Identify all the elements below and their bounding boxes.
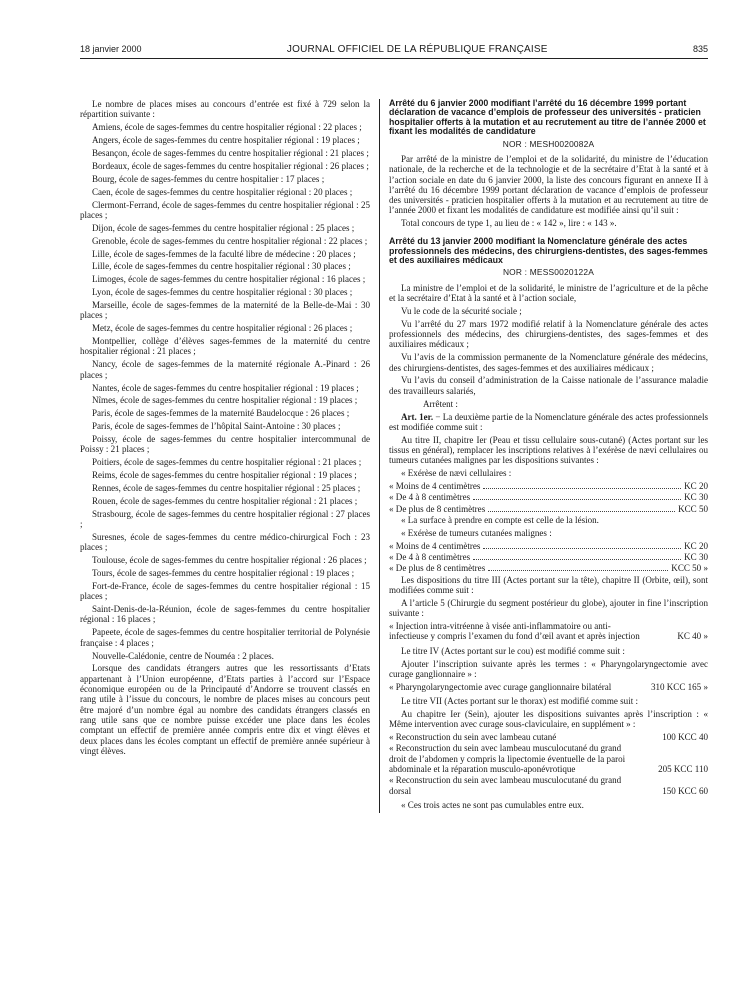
- school-entry: Besançon, école de sages-femmes du centre hospitalier régional : 21 places ;: [92, 147, 369, 158]
- preamble-paragraph: Vu l’avis de la commission permanente de la Nomenclature générale des médecins, des chirurgiens-dentistes, des sages-femmes et des auxiliaires médicaux ;: [389, 352, 708, 373]
- naevi-code: KC 30: [684, 492, 708, 503]
- school-entry: Suresnes, école de sages-femmes du centre médico-chirurgical Foch : 23 places ;: [80, 532, 370, 553]
- school-entry: Bourg, école de sages-femmes du centre hospitalier : 17 places ;: [92, 173, 325, 184]
- final-note: « Ces trois actes ne sont pas cumulables entre eux.: [401, 799, 584, 810]
- school-entry: Grenoble, école de sages-femmes du centre hospitalier régional : 22 places ;: [92, 235, 368, 246]
- foreign-candidates-paragraph: Lorsque des candidats étrangers autres que les ressortissants d’Etats appartenant à l’Union européenne, d’Etats parties à l’accord sur l’Espace économique européen ou de la Principauté d’Andorre se trouvent classés en rang utile à l’issue du concours, le nombre de places mises au concours peut être majoré d’un nombre égal au nombre des candidats étrangers classés en rang utile sans que ce nombre puisse excéder une place dans les écoles comptant un effectif de première année compris entre dix et vingt élèves et deux places dans les écoles comptant un effectif de première année supérieur à vingt élèves.: [80, 663, 370, 756]
- injection-code: KC 40 »: [677, 631, 708, 642]
- reconstruction-label: « Reconstruction du sein avec lambeau musculocutané du grand dorsal: [389, 775, 622, 796]
- tumeurs-rows: [389, 541, 708, 574]
- preamble-paragraph: La ministre de l’emploi et de la solidarité, le ministre de l’agriculture et de la pêche et la secrétaire d’Etat à la santé et à l’action sociale,: [389, 282, 708, 303]
- preamble-paragraph: Vu l’avis du conseil d’administration de la Caisse nationale de l’assurance maladie des travailleurs salariés,: [389, 375, 708, 396]
- leader-dots: [488, 570, 668, 571]
- school-entry: Saint-Denis-de-la-Réunion, école de sages-femmes du centre hospitalier régional : 16 places ;: [80, 604, 370, 625]
- naevi-rows: [389, 481, 708, 514]
- naevi-label: « De 4 à 8 centimètres: [389, 492, 471, 503]
- titre4-add: Ajouter l’inscription suivante après les termes : « Pharyngolaryngectomie avec curage ganglionnaire » :: [389, 658, 708, 679]
- article-1: [389, 412, 708, 433]
- naevi-label: « Moins de 4 centimètres: [389, 481, 481, 492]
- school-entry: Marseille, école de sages-femmes de la maternité de la Belle-de-Mai : 30 places ;: [80, 300, 370, 321]
- school-entry: Poitiers, école de sages-femmes du centre hospitalier régional : 21 places ;: [92, 457, 362, 468]
- arretent-label: Arrêtent :: [423, 398, 458, 409]
- right-column: [380, 99, 708, 813]
- reconstruction-code: 100 KCC 40: [662, 732, 708, 743]
- leader-dots: [483, 488, 681, 489]
- injection-label: « Injection intra-vitréenne à visée anti-inflammatoire ou anti-infectieuse y compris l’examen du fond d’œil avant et après injection: [389, 621, 640, 642]
- tumeurs-row: [389, 541, 708, 551]
- reconstruction-code: 150 KCC 60: [662, 785, 708, 796]
- school-entry: Nantes, école de sages-femmes du centre hospitalier régional : 19 places ;: [92, 382, 359, 393]
- preamble-paragraph: Vu le code de la sécurité sociale ;: [401, 305, 522, 316]
- left-column: [80, 99, 380, 813]
- preamble-paragraph: Vu l’arrêté du 27 mars 1972 modifié relatif à la Nomenclature générale des actes professionnels des médecins, des chirurgiens-dentistes, des sages-femmes et des auxiliaires médicaux ;: [389, 318, 708, 350]
- naevi-note: « La surface à prendre en compte est celle de la lésion.: [401, 514, 599, 525]
- tumeurs-row: [389, 563, 708, 573]
- school-entry: Rouen, école de sages-femmes du centre hospitalier régional : 21 places ;: [92, 495, 358, 506]
- arrete1-body: Par arrêté de la ministre de l’emploi et de la solidarité, du ministre de l’éducation nationale, de la recherche et de la technologie et de la secrétaire d’Etat à la santé et à l’action sociale en date du 6 janvier 2000, la liste des concours figurant en annexe II à l’arrêté du 16 décembre 1999 portant déclaration de vacance d’emplois de professeur des universités - praticien hospitalier offerts à la mutation et au recrutement au titre de l’année 2000 et fixant les modalités de candidature est modifiée ainsi qu’il suit :: [389, 153, 708, 216]
- school-entry: Lyon, école de sages-femmes du centre hospitalier régional : 30 places ;: [92, 287, 353, 298]
- page-number: 835: [692, 44, 708, 54]
- arrete1-total: Total concours de type 1, au lieu de : « 142 », lire : « 143 ».: [401, 218, 617, 229]
- text-columns: [80, 99, 708, 813]
- naevi-row: [389, 481, 708, 491]
- school-entry: Rennes, école de sages-femmes du centre hospitalier régional : 25 places ;: [92, 483, 361, 494]
- school-entry: Lille, école de sages-femmes de la faculté libre de médecine : 20 places ;: [92, 248, 356, 259]
- naevi-row: [389, 504, 708, 514]
- school-list: [80, 122, 370, 661]
- tumeurs-heading: « Exérèse de tumeurs cutanées malignes :: [401, 527, 552, 538]
- leader-dots: [488, 511, 675, 512]
- arrete1-title: Arrêté du 6 janvier 2000 modifiant l’arrêté du 16 décembre 1999 portant déclaration de vacance d’emplois de professeur des universités - praticien hospitalier offerts à la mutation et au recrutement au titre de l’année 2000 et fixant les modalités de candidature: [389, 98, 706, 137]
- school-entry: Dijon, école de sages-femmes du centre hospitalier régional : 25 places ;: [92, 222, 355, 233]
- places-intro: Le nombre de places mises au concours d’entrée est fixé à 729 selon la répartition suivante :: [80, 99, 370, 120]
- leader-dots: [473, 499, 681, 500]
- injection-row: [389, 621, 708, 642]
- school-entry: Amiens, école de sages-femmes du centre hospitalier régional : 22 places ;: [92, 122, 362, 133]
- pharyngo-label: « Pharyngolaryngectomie avec curage ganglionnaire bilatéral: [389, 681, 612, 692]
- school-entry: Metz, école de sages-femmes du centre hospitalier régional : 26 places ;: [92, 323, 353, 334]
- titre4-intro: Le titre IV (Actes portant sur le cou) est modifié comme suit :: [401, 645, 625, 656]
- school-entry: Nouvelle-Calédonie, centre de Nouméa : 2 places.: [92, 650, 274, 661]
- school-entry: Paris, école de sages-femmes de la maternité Baudelocque : 26 places ;: [92, 408, 350, 419]
- article-1-text: − La deuxième partie de la Nomenclature générale des actes professionnels est modifiée comme suit :: [389, 411, 708, 432]
- titre2-intro: Au titre II, chapitre Ier (Peau et tissu cellulaire sous-cutané) (Actes portant sur les tissus en général), remplacer les inscriptions relatives à l’exérèse de nævi cellulaires ou tumeurs cutanées malignes par les dispositions suivantes :: [389, 434, 708, 466]
- school-entry: Fort-de-France, école de sages-femmes du centre hospitalier régional : 15 places ;: [80, 580, 370, 602]
- school-entry: Angers, école de sages-femmes du centre hospitalier régional : 19 places ;: [92, 135, 360, 146]
- reconstruction-rows: [389, 732, 708, 796]
- titre3-intro: Les dispositions du titre III (Actes portant sur la tête), chapitre II (Orbite, œil), sont modifiées comme suit :: [389, 574, 708, 595]
- header-date: 18 janvier 2000: [80, 44, 142, 54]
- reconstruction-code: 205 KCC 110: [658, 763, 708, 774]
- school-entry: Toulouse, école de sages-femmes du centre hospitalier régional : 26 places ;: [92, 555, 367, 566]
- tumeurs-code: KC 20: [684, 540, 708, 551]
- tumeurs-row: [389, 552, 708, 562]
- school-entry: Nîmes, école de sages-femmes du centre hospitalier régional : 19 places ;: [92, 395, 358, 406]
- school-entry: Nancy, école de sages-femmes de la maternité régionale A.-Pinard : 26 places ;: [80, 359, 370, 380]
- tumeurs-code: KC 30: [684, 552, 708, 563]
- journal-title: JOURNAL OFFICIEL DE LA RÉPUBLIQUE FRANÇAISE: [286, 44, 548, 55]
- arrete1-nor: NOR : MESH0020082A: [502, 138, 595, 149]
- article-1-label: Art. 1er.: [401, 411, 434, 422]
- tumeurs-code: KCC 50 »: [671, 563, 708, 574]
- arrete2-title: Arrêté du 13 janvier 2000 modifiant la Nomenclature générale des actes professionnels des médecins, des chirurgiens-dentistes, des sages-femmes et des auxiliaires médicaux: [389, 236, 708, 265]
- pharyngo-code: 310 KCC 165 »: [650, 681, 708, 692]
- school-entry: Tours, école de sages-femmes du centre hospitalier régional : 19 places ;: [92, 568, 355, 579]
- school-entry: Paris, école de sages-femmes de l’hôpital Saint-Antoine : 30 places ;: [92, 421, 341, 432]
- school-entry: Lille, école de sages-femmes du centre hospitalier régional : 30 places ;: [92, 261, 351, 272]
- school-entry: Bordeaux, école de sages-femmes du centre hospitalier régional : 26 places ;: [92, 160, 369, 171]
- reconstruction-row: [389, 732, 708, 742]
- arrete2-nor: NOR : MESS0020122A: [502, 267, 595, 278]
- reconstruction-row: [389, 775, 708, 796]
- naevi-heading: « Exérèse de nævi cellulaires :: [401, 468, 512, 479]
- leader-dots: [473, 559, 681, 560]
- pharyngo-row: [389, 682, 708, 692]
- titre7-intro: Le titre VII (Actes portant sur le thorax) est modifié comme suit :: [401, 696, 638, 706]
- school-entry: Caen, école de sages-femmes du centre hospitalier régional : 20 places ;: [92, 186, 353, 197]
- page-header: [80, 44, 708, 59]
- reconstruction-label: « Reconstruction du sein avec lambeau cutané: [389, 732, 557, 743]
- school-entry: Clermont-Ferrand, école de sages-femmes du centre hospitalier régional : 25 places ;: [80, 199, 370, 220]
- school-entry: Poissy, école de sages-femmes du centre hospitalier intercommunal de Poissy : 21 places ;: [80, 434, 370, 455]
- school-entry: Reims, école de sages-femmes du centre hospitalier régional : 19 places ;: [92, 470, 357, 481]
- arrete2-preamble: [389, 283, 708, 396]
- article5-intro: A l’article 5 (Chirurgie du segment postérieur du globe), ajouter in fine l’inscription suivante :: [389, 597, 708, 619]
- naevi-code: KCC 50: [678, 503, 708, 514]
- naevi-code: KC 20: [684, 481, 708, 492]
- reconstruction-label: « Reconstruction du sein avec lambeau musculocutané du grand droit de l’abdomen y compris la lipectomie éventuelle de la paroi abdominale et la réparation musculo-aponévrotique: [389, 743, 626, 774]
- tumeurs-label: « De 4 à 8 centimètres: [389, 552, 471, 563]
- school-entry: Strasbourg, école de sages-femmes du centre hospitalier régional : 27 places ;: [80, 508, 370, 530]
- tumeurs-label: « De plus de 8 centimètres: [389, 563, 486, 574]
- school-entry: Limoges, école de sages-femmes du centre hospitalier régional : 16 places ;: [92, 274, 366, 285]
- chapitre1-intro: Au chapitre Ier (Sein), ajouter les dispositions suivantes après l’inscription : « Même intervention avec curage sous-claviculaire, en supplément » :: [389, 708, 708, 730]
- reconstruction-row: [389, 743, 708, 774]
- naevi-row: [389, 492, 708, 502]
- naevi-label: « De plus de 8 centimètres: [389, 503, 486, 514]
- leader-dots: [483, 548, 681, 549]
- tumeurs-label: « Moins de 4 centimètres: [389, 540, 481, 551]
- school-entry: Montpellier, collège d’élèves sages-femmes de la maternité du centre hospitalier régional : 21 places ;: [80, 336, 370, 357]
- school-entry: Papeete, école de sages-femmes du centre hospitalier territorial de Polynésie française : 4 places ;: [80, 627, 370, 648]
